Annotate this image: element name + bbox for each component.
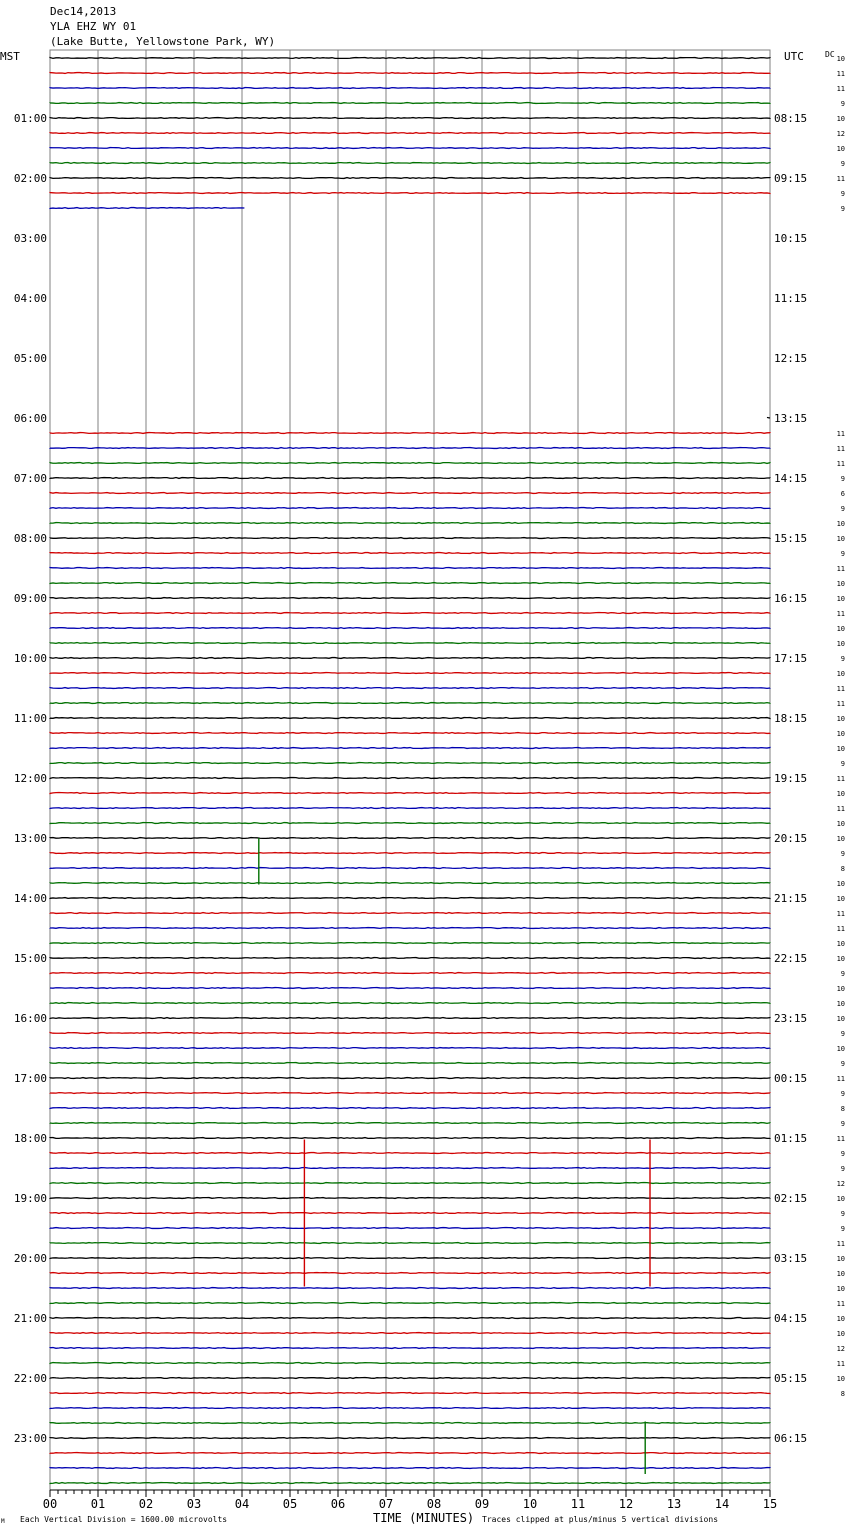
left-hour-label: 04:00 — [13, 292, 47, 305]
trace-red — [50, 733, 770, 734]
trace-green — [50, 823, 770, 824]
x-tick-label: 07 — [378, 1497, 394, 1511]
trace-green — [50, 1003, 770, 1004]
dc-offset-value: 11 — [836, 175, 845, 183]
dc-offset-value: 9 — [840, 1120, 845, 1128]
dc-offset-value: 10 — [836, 820, 845, 828]
chart-location: (Lake Butte, Yellowstone Park, WY) — [50, 35, 276, 48]
dc-offset-value: 10 — [836, 1330, 845, 1338]
dc-offset-value: 12 — [836, 1180, 845, 1188]
dc-offset-value: 10 — [836, 625, 845, 633]
dc-offset-value: 11 — [836, 1135, 845, 1143]
trace-green — [50, 703, 770, 704]
x-tick-label: 00 — [42, 1497, 58, 1511]
trace-green — [50, 523, 770, 524]
trace-black — [50, 1198, 770, 1199]
trace-blue — [50, 568, 770, 569]
dc-offset-header: DC — [825, 50, 835, 59]
trace-red — [50, 973, 770, 974]
trace-green — [50, 943, 770, 944]
dc-offset-value: 11 — [836, 805, 845, 813]
trace-black — [50, 778, 770, 779]
dc-offset-value: 9 — [840, 100, 845, 108]
trace-green — [50, 163, 770, 164]
dc-offset-value: 8 — [840, 865, 845, 873]
dc-offset-value: 9 — [840, 475, 845, 483]
dc-offset-value: 10 — [836, 1270, 845, 1278]
trace-black — [50, 58, 770, 59]
dc-offset-value: 11 — [836, 910, 845, 918]
trace-red — [50, 793, 770, 794]
dc-offset-value: 9 — [840, 190, 845, 198]
dc-offset-value: 11 — [836, 460, 845, 468]
dc-offset-value: 10 — [836, 115, 845, 123]
dc-offset-value: 10 — [836, 1045, 845, 1053]
trace-green — [50, 1423, 770, 1424]
left-hour-label: 13:00 — [13, 832, 47, 845]
scale-note: Each Vertical Division = 1600.00 microvolts — [20, 1515, 228, 1524]
left-hour-label: 22:00 — [13, 1372, 47, 1385]
right-hour-label: 06:15 — [774, 1432, 808, 1445]
trace-blue — [50, 208, 244, 209]
trace-red — [50, 493, 770, 494]
trace-black — [50, 898, 770, 899]
dc-offset-value: 10 — [836, 715, 845, 723]
dc-offset-value: 10 — [836, 880, 845, 888]
dc-offset-value: 10 — [836, 790, 845, 798]
dc-offset-value: 10 — [836, 1015, 845, 1023]
dc-offset-value: 10 — [836, 595, 845, 603]
right-hour-label: 01:15 — [774, 1132, 808, 1145]
dc-offset-value: 11 — [836, 775, 845, 783]
trace-green — [50, 1303, 770, 1304]
dc-offset-value: 10 — [836, 985, 845, 993]
dc-offset-value: 11 — [836, 1075, 845, 1083]
trace-blue — [50, 688, 770, 689]
dc-offset-value: 11 — [836, 685, 845, 693]
left-hour-label: 18:00 — [13, 1132, 47, 1145]
trace-blue — [50, 928, 770, 929]
dc-offset-value: 10 — [836, 940, 845, 948]
x-tick-label: 14 — [714, 1497, 730, 1511]
clip-note: Traces clipped at plus/minus 5 vertical divisions — [482, 1515, 719, 1524]
trace-green — [50, 463, 770, 464]
right-hour-label: 09:15 — [774, 172, 808, 185]
chart-date: Dec14,2013 — [50, 5, 117, 18]
right-timezone-label: UTC — [784, 50, 804, 63]
trace-red — [50, 193, 770, 194]
trace-blue — [50, 1348, 770, 1349]
dc-offset-value: 9 — [840, 1150, 845, 1158]
left-hour-label: 01:00 — [13, 112, 47, 125]
trace-blue — [50, 1408, 770, 1409]
trace-black — [50, 958, 770, 959]
trace-green — [50, 763, 770, 764]
trace-green — [50, 1123, 770, 1124]
trace-red — [50, 1033, 770, 1034]
x-tick-label: 09 — [474, 1497, 490, 1511]
right-hour-label: 23:15 — [774, 1012, 808, 1025]
x-tick-label: 01 — [90, 1497, 106, 1511]
dc-offset-value: 10 — [836, 1000, 845, 1008]
dc-offset-value: 10 — [836, 730, 845, 738]
right-hour-label: 19:15 — [774, 772, 808, 785]
x-tick-label: 15 — [762, 1497, 778, 1511]
x-tick-label: 13 — [666, 1497, 682, 1511]
trace-black — [50, 1078, 770, 1079]
trace-blue — [50, 628, 770, 629]
footer-mark: M — [1, 1518, 5, 1525]
dc-offset-value: 9 — [840, 655, 845, 663]
trace-red — [50, 1453, 770, 1454]
right-hour-label: 12:15 — [774, 352, 808, 365]
dc-offset-value: 11 — [836, 565, 845, 573]
trace-green — [50, 1483, 770, 1484]
dc-offset-value: 10 — [836, 145, 845, 153]
right-hour-label: 13:15 — [774, 412, 808, 425]
dc-offset-value: 6 — [840, 490, 845, 498]
left-hour-label: 11:00 — [13, 712, 47, 725]
x-axis-label: TIME (MINUTES) — [373, 1511, 475, 1525]
dc-offset-value: 10 — [836, 640, 845, 648]
dc-offset-value: 11 — [836, 70, 845, 78]
dc-offset-value: 9 — [840, 970, 845, 978]
left-hour-label: 08:00 — [13, 532, 47, 545]
trace-red — [50, 433, 770, 434]
dc-offset-value: 10 — [836, 580, 845, 588]
trace-green — [50, 103, 770, 104]
dc-offset-value: 11 — [836, 1300, 845, 1308]
left-hour-label: 06:00 — [13, 412, 47, 425]
trace-blue — [50, 808, 770, 809]
trace-blue — [50, 1228, 770, 1229]
trace-black — [50, 1438, 770, 1439]
right-hour-label: 21:15 — [774, 892, 808, 905]
dc-offset-value: 8 — [840, 1105, 845, 1113]
trace-red — [50, 673, 770, 674]
dc-offset-value: 12 — [836, 130, 845, 138]
dc-offset-value: 9 — [840, 1090, 845, 1098]
dc-offset-value: 11 — [836, 700, 845, 708]
trace-black — [50, 598, 770, 599]
dc-offset-value: 10 — [836, 1375, 845, 1383]
left-hour-label: 14:00 — [13, 892, 47, 905]
right-hour-label: 17:15 — [774, 652, 808, 665]
dc-offset-value: 10 — [836, 1195, 845, 1203]
dc-offset-value: 10 — [836, 55, 845, 63]
dc-offset-value: 9 — [840, 760, 845, 768]
x-tick-label: 02 — [138, 1497, 154, 1511]
x-tick-label: 12 — [618, 1497, 634, 1511]
right-hour-label: 00:15 — [774, 1072, 808, 1085]
right-hour-label: 18:15 — [774, 712, 808, 725]
left-hour-label: 03:00 — [13, 232, 47, 245]
x-tick-label: 11 — [570, 1497, 586, 1511]
trace-green — [50, 1063, 770, 1064]
dc-offset-value: 9 — [840, 1060, 845, 1068]
trace-blue — [50, 988, 770, 989]
trace-black — [50, 178, 770, 179]
trace-blue — [50, 148, 770, 149]
trace-red — [50, 1273, 770, 1274]
right-hour-label: 22:15 — [774, 952, 808, 965]
trace-red — [50, 1093, 770, 1094]
trace-green — [50, 1183, 770, 1184]
dc-offset-value: 9 — [840, 550, 845, 558]
trace-blue — [50, 448, 770, 449]
trace-green — [50, 1243, 770, 1244]
left-hour-label: 05:00 — [13, 352, 47, 365]
trace-black — [50, 1138, 770, 1139]
dc-offset-value: 10 — [836, 520, 845, 528]
dc-offset-value: 10 — [836, 535, 845, 543]
right-hour-label: 05:15 — [774, 1372, 808, 1385]
dc-offset-value: 11 — [836, 445, 845, 453]
left-hour-label: 19:00 — [13, 1192, 47, 1205]
right-hour-label: 04:15 — [774, 1312, 808, 1325]
dc-offset-value: 9 — [840, 1030, 845, 1038]
dc-offset-value: 12 — [836, 1345, 845, 1353]
dc-offset-value: 10 — [836, 1255, 845, 1263]
left-timezone-label: MST — [0, 50, 20, 63]
right-hour-label: 14:15 — [774, 472, 808, 485]
trace-blue — [50, 1108, 770, 1109]
dc-offset-value: 9 — [840, 1225, 845, 1233]
trace-red — [50, 913, 770, 914]
trace-black — [50, 658, 770, 659]
x-tick-label: 06 — [330, 1497, 346, 1511]
dc-offset-value: 9 — [840, 850, 845, 858]
dc-offset-value: 11 — [836, 1360, 845, 1368]
dc-offset-value: 10 — [836, 835, 845, 843]
left-hour-label: 12:00 — [13, 772, 47, 785]
dc-offset-value: 9 — [840, 205, 845, 213]
dc-offset-value: 11 — [836, 925, 845, 933]
trace-red — [50, 1393, 770, 1394]
right-hour-label: 15:15 — [774, 532, 808, 545]
x-tick-label: 10 — [522, 1497, 538, 1511]
trace-black — [50, 538, 770, 539]
right-hour-label: 20:15 — [774, 832, 808, 845]
right-hour-label: 10:15 — [774, 232, 808, 245]
trace-red — [50, 853, 770, 854]
trace-blue — [50, 868, 770, 869]
right-hour-label: 11:15 — [774, 292, 808, 305]
trace-black — [50, 1378, 770, 1379]
trace-green — [50, 583, 770, 584]
right-hour-label: 16:15 — [774, 592, 808, 605]
trace-red — [50, 1333, 770, 1334]
trace-blue — [50, 1048, 770, 1049]
left-hour-label: 10:00 — [13, 652, 47, 665]
dc-offset-value: 10 — [836, 1315, 845, 1323]
right-hour-label: 03:15 — [774, 1252, 808, 1265]
dc-offset-value: 11 — [836, 430, 845, 438]
trace-black — [50, 1318, 770, 1319]
trace-black — [50, 118, 770, 119]
dc-offset-value: 10 — [836, 955, 845, 963]
trace-blue — [50, 88, 770, 89]
dc-offset-value: 10 — [836, 745, 845, 753]
trace-blue — [50, 1468, 770, 1469]
dc-offset-value: 11 — [836, 1240, 845, 1248]
left-hour-label: 02:00 — [13, 172, 47, 185]
dc-offset-value: 9 — [840, 160, 845, 168]
dc-offset-value: 10 — [836, 1285, 845, 1293]
dc-offset-value: 11 — [836, 85, 845, 93]
left-hour-label: 20:00 — [13, 1252, 47, 1265]
trace-red — [50, 553, 770, 554]
dc-offset-value: 9 — [840, 505, 845, 513]
trace-blue — [50, 748, 770, 749]
left-hour-label: 16:00 — [13, 1012, 47, 1025]
trace-red — [50, 73, 770, 74]
left-hour-label: 17:00 — [13, 1072, 47, 1085]
left-hour-label: 21:00 — [13, 1312, 47, 1325]
trace-red — [50, 613, 770, 614]
trace-blue — [50, 1168, 770, 1169]
trace-green — [50, 1363, 770, 1364]
dc-offset-value: 10 — [836, 670, 845, 678]
right-hour-label: 08:15 — [774, 112, 808, 125]
trace-green — [50, 883, 770, 884]
trace-black — [50, 1018, 770, 1019]
x-tick-label: 05 — [282, 1497, 298, 1511]
trace-black — [50, 718, 770, 719]
dc-offset-value: 10 — [836, 895, 845, 903]
trace-red — [50, 1153, 770, 1154]
x-tick-label: 04 — [234, 1497, 250, 1511]
trace-blue — [50, 1288, 770, 1289]
trace-green — [50, 643, 770, 644]
dc-offset-value: 8 — [840, 1390, 845, 1398]
dc-offset-value: 11 — [836, 610, 845, 618]
chart-station: YLA EHZ WY 01 — [50, 20, 137, 33]
right-hour-label: 02:15 — [774, 1192, 808, 1205]
trace-red — [50, 133, 770, 134]
trace-blue — [50, 508, 770, 509]
left-hour-label: 09:00 — [13, 592, 47, 605]
dc-offset-value: 9 — [840, 1210, 845, 1218]
trace-black — [50, 1258, 770, 1259]
left-hour-label: 23:00 — [13, 1432, 47, 1445]
trace-black — [50, 478, 770, 479]
left-hour-label: 15:00 — [13, 952, 47, 965]
dc-offset-value: 9 — [840, 1165, 845, 1173]
x-tick-label: 08 — [426, 1497, 442, 1511]
trace-red — [50, 1213, 770, 1214]
trace-black — [50, 838, 770, 839]
x-tick-label: 03 — [186, 1497, 202, 1511]
left-hour-label: 07:00 — [13, 472, 47, 485]
